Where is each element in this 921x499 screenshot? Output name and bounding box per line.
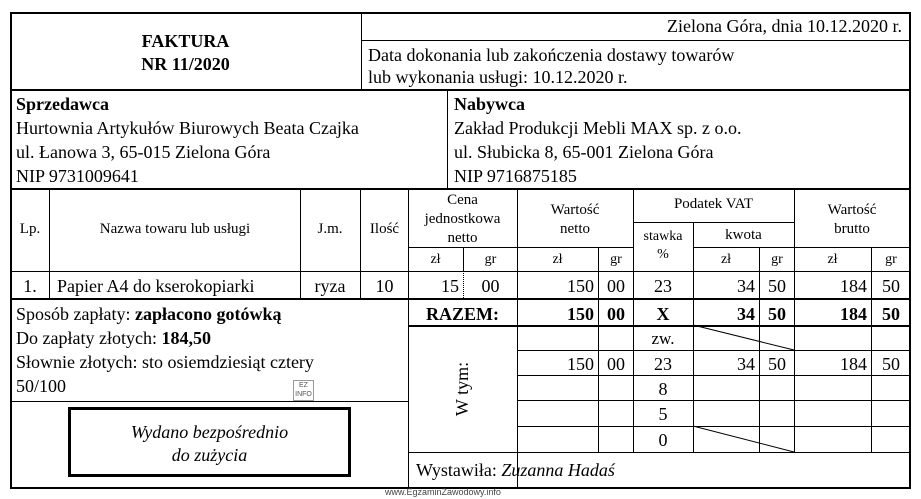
header-gross-zl: zł [827,252,838,267]
buyer-address: ul. Słubicka 8, 65-001 Zielona Góra [454,142,714,162]
delivery-date-line2: lub wykonania usługi: 10.12.2020 r. [368,67,628,87]
breakdown-23-vat-zl: 34 [737,354,755,374]
amount-due-label: Do zapłaty złotych: [16,328,162,348]
header-name: Nazwa towaru lub usługi [99,221,251,237]
seller-address: ul. Łanowa 3, 65-015 Zielona Góra [16,142,271,162]
header-vat-gr: gr [771,252,783,267]
place-date: Zielona Góra, dnia 10.12.2020 r. [667,16,902,36]
watermark-badge: EZ INFO [293,380,314,401]
item-net-gr: 00 [607,276,625,296]
header-gross-l1: Wartość [827,202,877,218]
header-lp: Lp. [19,221,41,237]
seller-nip: NIP 9731009641 [16,166,139,186]
total-gross-zl: 184 [840,304,867,324]
header-rate-l2: % [657,247,669,262]
header-unit: J.m. [317,221,343,237]
total-net-gr: 00 [607,304,625,324]
breakdown-23-net-zl: 150 [567,354,594,374]
total-gross-gr: 50 [882,304,900,324]
stamp-line1: Wydano bezpośrednio [130,422,289,442]
item-name: Papier A4 do kserokopiarki [57,276,255,296]
total-rate: X [656,304,670,324]
breakdown-rate-5: 5 [658,404,668,424]
header-net-zl: zł [552,252,563,267]
invoice-number: NR 11/2020 [141,54,230,74]
breakdown-rate-zw: zw. [651,329,675,348]
header-vat-zl: zł [720,252,732,267]
total-vat-gr: 50 [768,304,786,324]
header-price-l2: jednostkowa [424,211,501,227]
buyer-heading: Nabywca [454,94,525,114]
item-price-gr: 00 [481,276,500,296]
header-qty: Ilość [369,221,400,237]
amount-due [16,329,211,347]
header-rate-l1: stawka [643,229,683,244]
amount-due-value: 184,50 [161,328,211,348]
header-net-gr: gr [610,252,622,267]
stamp-line2: do zużycia [171,445,248,465]
total-net-zl: 150 [567,304,594,324]
item-gross-gr: 50 [882,276,900,296]
payment-method [16,305,282,323]
breakdown-23-gross-zl: 184 [840,354,867,374]
payment-method-value: zapłacono gotówką [135,304,282,324]
item-vat-zl: 34 [737,276,755,296]
total-vat-zl: 34 [737,304,755,324]
header-amount: kwota [725,227,762,243]
amount-words-line2: 50/100 [16,376,67,396]
item-unit: ryza [314,276,346,296]
header-price-zl: zł [430,252,441,267]
item-vat-gr: 50 [768,276,786,296]
breakdown-23-gross-gr: 50 [882,354,900,374]
header-price-l1: Cena [447,192,478,208]
item-price-zl: 15 [441,276,459,296]
breakdown-rate-0: 0 [658,430,668,450]
seller-heading: Sprzedawca [16,94,109,114]
payment-method-label: Sposób zapłaty: [16,304,135,324]
invoice-title: FAKTURA [141,31,230,51]
amount-words-line1: Słownie złotych: sto osiemdziesiąt cztery [16,352,314,372]
buyer-nip: NIP 9716875185 [454,166,577,186]
item-rate: 23 [654,276,672,296]
issued-by-name: Zuzanna Hadaś [501,460,615,480]
issued-by [416,461,615,479]
header-gross-gr: gr [885,252,897,267]
breakdown-rate-23: 23 [654,354,672,374]
header-net-l1: Wartość [550,202,600,218]
delivery-date-line1: Data dokonania lub zakończenia dostawy towarów [368,45,735,65]
item-lp: 1. [23,276,37,296]
issued-by-label: Wystawiła: [416,460,502,480]
header-price-l3: netto [447,230,478,246]
item-net-zl: 150 [567,276,594,296]
stamp-box [68,407,351,477]
header-gross-l2: brutto [834,221,870,237]
breakdown-label: W tym: [452,361,472,417]
header-net-l2: netto [560,221,590,237]
header-price-gr: gr [484,252,497,267]
item-qty: 10 [375,276,394,296]
item-gross-zl: 184 [840,276,867,296]
breakdown-rate-8: 8 [658,379,668,399]
seller-name: Hurtownia Artykułów Biurowych Beata Czajka [16,118,359,138]
buyer-name: Zakład Produkcji Mebli MAX sp. z o.o. [454,118,742,138]
header-vat: Podatek VAT [673,196,754,212]
breakdown-23-net-gr: 00 [607,354,625,374]
total-label: RAZEM: [426,304,499,324]
watermark-site: www.EgzaminZawodowy.info [385,487,501,497]
breakdown-23-vat-gr: 50 [768,354,786,374]
